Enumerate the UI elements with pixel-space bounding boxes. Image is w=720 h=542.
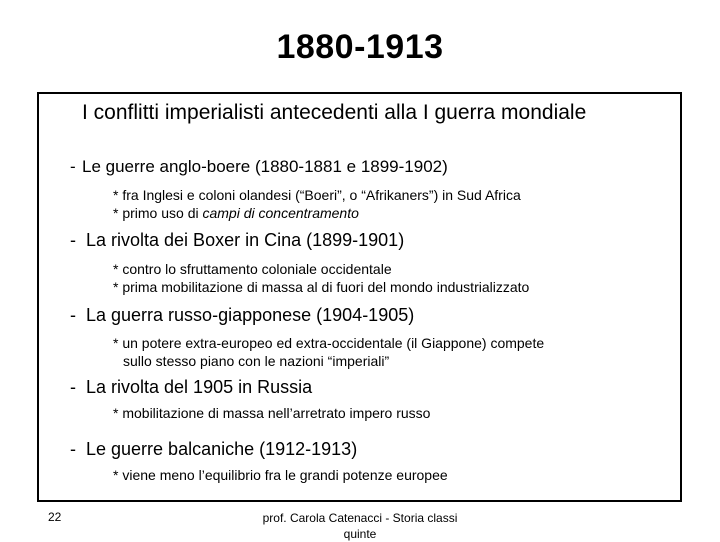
notes-russian-revolt-1905 (113, 404, 430, 422)
notes-balkan-wars (113, 466, 448, 484)
note-line: * viene meno l’equilibrio fra le grandi potenze europee (113, 467, 448, 483)
page-number: 22 (48, 510, 62, 524)
notes-anglo-boer-wars (113, 186, 521, 222)
list-item-label: La rivolta del 1905 in Russia (86, 377, 313, 397)
slide-title: 1880-1913 (276, 28, 444, 66)
notes-russo-japanese-war (113, 334, 544, 370)
list-item-label: La rivolta dei Boxer in Cina (1899-1901) (86, 230, 405, 250)
list-item-label: Le guerre balcaniche (1912-1913) (86, 439, 358, 459)
note-line: * un potere extra-europeo ed extra-occidentale (il Giappone) compete (113, 335, 545, 351)
list-item-balkan-wars (70, 439, 357, 460)
dash-bullet: - (70, 439, 76, 459)
note-line: * prima mobilitazione di massa al di fuori del mondo industrializzato (113, 279, 530, 295)
dash-bullet: - (70, 377, 76, 397)
dash-bullet: - (70, 157, 76, 176)
list-item-russo-japanese-war (70, 305, 414, 326)
list-item-label: Le guerre anglo-boere (1880-1881 e 1899-1902) (82, 157, 448, 176)
dash-bullet: - (70, 305, 76, 325)
note-line-continuation: sullo stesso piano con le nazioni “imperiali” (123, 353, 390, 369)
list-item-russian-revolt-1905 (70, 377, 312, 398)
list-item-boxer-rebellion (70, 230, 404, 251)
notes-boxer-rebellion (113, 260, 529, 296)
section-heading: I conflitti imperialisti antecedenti alla I guerra mondiale (82, 101, 587, 124)
note-line: * mobilitazione di massa nell’arretrato impero russo (113, 405, 431, 421)
list-item-label: La guerra russo-giapponese (1904-1905) (86, 305, 415, 325)
note-line: * primo uso di campi di concentramento (113, 205, 359, 221)
note-line: * contro lo sfruttamento coloniale occidentale (113, 261, 392, 277)
list-item-anglo-boer-wars (70, 157, 448, 177)
note-line: * fra Inglesi e coloni olandesi (“Boeri”, o “Afrikaners”) in Sud Africa (113, 187, 521, 203)
emphasis-text: campi di concentramento (202, 205, 359, 221)
footer-author: prof. Carola Catenacci - Storia classi quinte (262, 511, 458, 541)
dash-bullet: - (70, 230, 76, 250)
